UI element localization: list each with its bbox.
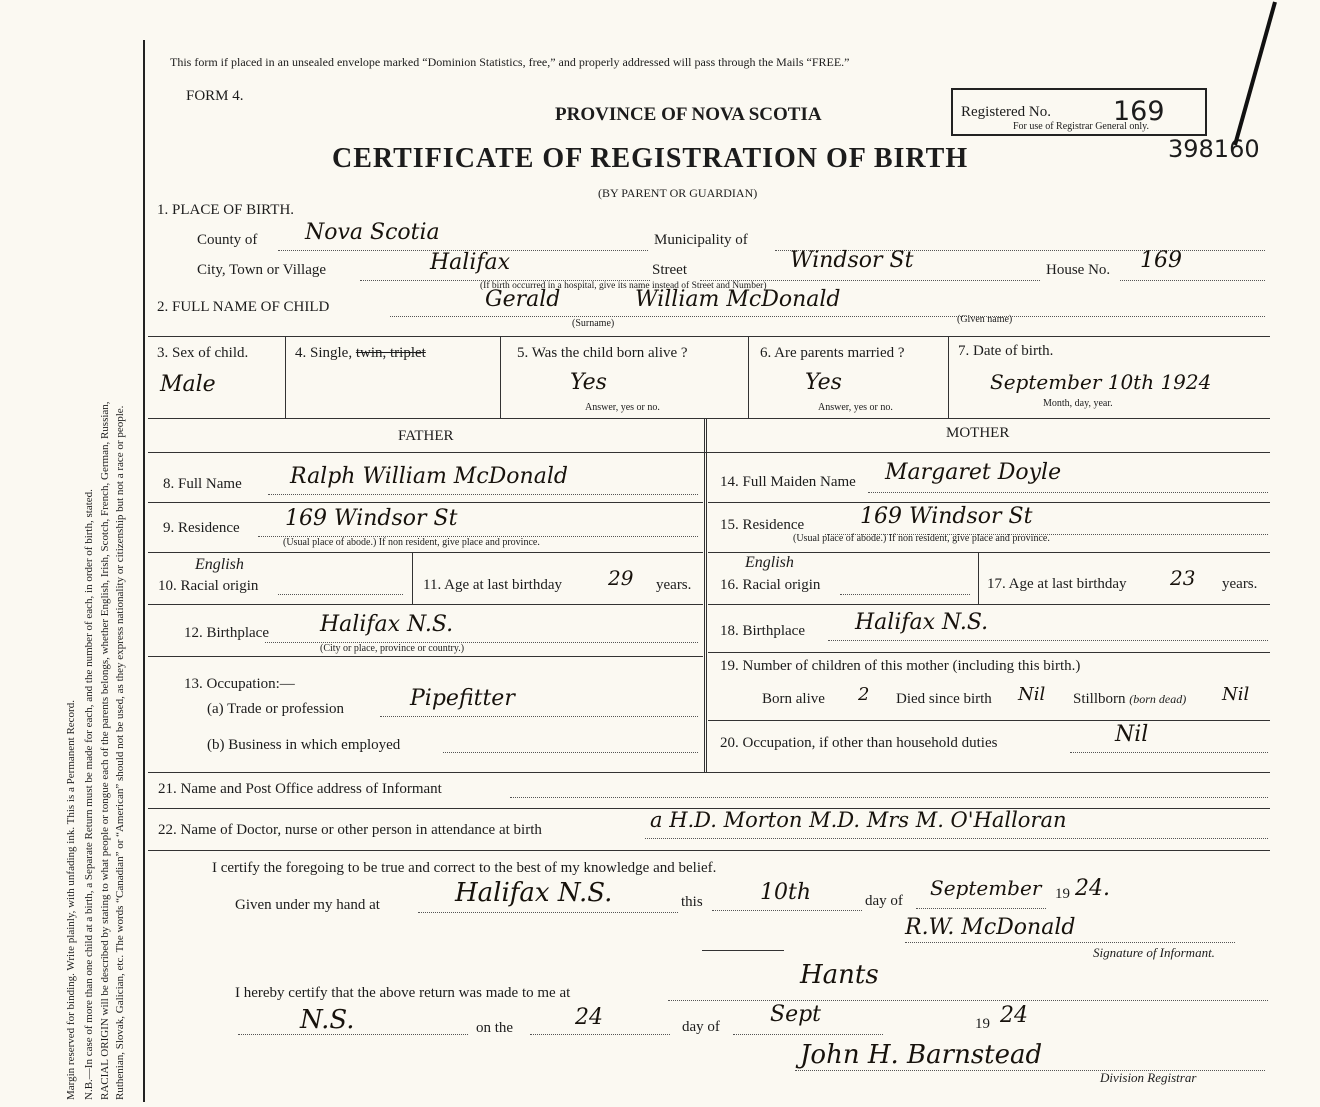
- father-name-value: Ralph William McDonald: [290, 464, 568, 489]
- page-title: CERTIFICATE OF REGISTRATION OF BIRTH: [332, 143, 969, 174]
- married-answer-note: Answer, yes or no.: [818, 402, 893, 413]
- page-subtitle: (BY PARENT OR GUARDIAN): [598, 186, 758, 200]
- trade-label: (a) Trade or profession: [207, 701, 345, 717]
- registered-box: [951, 88, 1207, 136]
- father-race-value: English: [195, 556, 244, 573]
- registrar-year-value: 24: [1000, 1003, 1028, 1028]
- single-label: 4. Single,: [295, 345, 353, 361]
- margin-note-nb: N.B.—In case of more than one child at a birth, a Separate Return must be made for each, and the number of each, in order of birth, stated.: [83, 489, 95, 1100]
- father-birthplace-label: 12. Birthplace: [184, 625, 269, 641]
- died-value: Nil: [1018, 684, 1046, 705]
- street-value: Windsor St: [790, 248, 914, 273]
- registrar-line: I hereby certify that the above return was made to me at: [235, 985, 571, 1001]
- registered-label: Registered No.: [961, 104, 1051, 120]
- mother-age-value: 23: [1170, 566, 1196, 590]
- house-value: 169: [1140, 248, 1182, 273]
- registrar-signature: John H. Barnstead: [800, 1040, 1043, 1070]
- stillborn-label: [1073, 691, 1186, 708]
- province-heading: PROVINCE OF NOVA SCOTIA: [555, 104, 822, 125]
- sex-value: Male: [160, 372, 216, 397]
- cert-year-value: 24.: [1075, 876, 1110, 901]
- day-of-label: day of: [865, 893, 903, 909]
- dob-value: September 10th 1924: [990, 370, 1212, 394]
- mother-birthplace-label: 18. Birthplace: [720, 623, 805, 639]
- sex-label: 3. Sex of child.: [157, 345, 249, 361]
- father-age-label: 11. Age at last birthday: [423, 577, 562, 593]
- margin-note-racial-2: Ruthenian, Slovak, Galician, etc. The words “Canadian” or “American” should not be used, as they express nationality or citizenship but not a race or people.: [114, 405, 126, 1100]
- postal-notice: This form if placed in an unsealed envelope marked “Dominion Statistics, free,” and properly addressed will pass through the Mails “FREE.”: [170, 55, 850, 69]
- informant-label: 21. Name and Post Office address of Informant: [158, 781, 442, 797]
- registrar-year-prefix: 19: [975, 1016, 990, 1032]
- trade-value: Pipefitter: [410, 686, 515, 711]
- mother-years: years.: [1222, 576, 1258, 592]
- dob-label: 7. Date of birth.: [958, 343, 1054, 359]
- single-field: [295, 345, 426, 362]
- stillborn-value: Nil: [1222, 684, 1250, 705]
- registrar-note: For use of Registrar General only.: [1013, 121, 1149, 132]
- stillborn-text: Stillborn: [1073, 691, 1126, 707]
- child-given-value: William McDonald: [635, 287, 841, 312]
- cert-year-prefix: 19: [1055, 886, 1070, 902]
- informant-signature: R.W. McDonald: [905, 915, 1076, 940]
- city-label: City, Town or Village: [197, 262, 327, 278]
- father-name-label: 8. Full Name: [163, 476, 242, 492]
- alive-answer-note: Answer, yes or no.: [585, 402, 660, 413]
- registrar-place-value: Hants: [800, 960, 879, 990]
- county-value: Nova Scotia: [305, 220, 440, 245]
- mother-occ-label: 20. Occupation, if other than household duties: [720, 735, 998, 751]
- house-label: House No.: [1046, 262, 1111, 278]
- born-alive-value: 2: [858, 684, 870, 705]
- father-res-note: (Usual place of abode.) If non resident, give place and province.: [283, 537, 540, 548]
- place-label: 1. PLACE OF BIRTH.: [157, 202, 295, 218]
- registrar-on-the: on the: [476, 1020, 514, 1036]
- city-value: Halifax: [430, 250, 511, 275]
- mother-occ-value: Nil: [1115, 722, 1149, 747]
- dob-note: Month, day, year.: [1043, 398, 1113, 409]
- margin-note-racial: RACIAL ORIGIN will be described by stating to what people or tongue each of the parents belongs, whether English, Irish, Scotch, French, German, Russian,: [99, 401, 111, 1100]
- alive-value: Yes: [570, 370, 607, 395]
- doctor-label: 22. Name of Doctor, nurse or other person in attendance at birth: [158, 822, 542, 838]
- given-label: Given under my hand at: [235, 897, 380, 913]
- mother-age-label: 17. Age at last birthday: [987, 576, 1127, 592]
- mother-name-label: 14. Full Maiden Name: [720, 474, 856, 490]
- child-surname-value: Gerald: [485, 287, 561, 312]
- father-birthplace-value: Halifax N.S.: [320, 612, 454, 637]
- alive-label: 5. Was the child born alive ?: [517, 345, 688, 361]
- margin-note-binding: Margin reserved for binding. Write plainly, with unfading ink. This is a Permanent Record.: [65, 700, 77, 1100]
- registered-value: 169: [1113, 96, 1165, 127]
- mother-heading: MOTHER: [946, 425, 1010, 441]
- registrar-signature-label: Division Registrar: [1100, 1070, 1197, 1085]
- occupation-label: 13. Occupation:—: [184, 676, 295, 692]
- mother-race-value: English: [745, 554, 794, 571]
- doctor-value: a H.D. Morton M.D. Mrs M. O'Halloran: [650, 808, 1067, 832]
- married-label: 6. Are parents married ?: [760, 345, 905, 361]
- certify-line: I certify the foregoing to be true and correct to the best of my knowledge and belief.: [212, 860, 717, 876]
- registrar-day-of: day of: [682, 1019, 720, 1035]
- mother-res-note: (Usual place of abode.) If non resident, give place and province.: [793, 533, 1050, 544]
- cert-day-value: 10th: [760, 880, 812, 905]
- father-birthplace-note: (City or place, province or country.): [320, 643, 465, 654]
- stamp-number: 398160: [1168, 135, 1260, 163]
- form-number: FORM 4.: [186, 88, 244, 104]
- street-label: Street: [652, 262, 687, 278]
- mother-res-label: 15. Residence: [720, 517, 805, 533]
- mother-res-value: 169 Windsor St: [860, 504, 1033, 529]
- this-label: this: [681, 894, 703, 910]
- mother-name-value: Margaret Doyle: [885, 460, 1062, 485]
- father-res-label: 9. Residence: [163, 520, 240, 536]
- registrar-month-value: Sept: [770, 1002, 822, 1027]
- twin-triplet-struck: twin, triplet: [355, 345, 426, 361]
- surname-note: (Surname): [572, 318, 615, 329]
- died-label: Died since birth: [896, 691, 992, 707]
- mother-race-label: 16. Racial origin: [720, 577, 821, 593]
- given-note: (Given name): [957, 314, 1013, 325]
- municipality-label: Municipality of: [654, 232, 748, 248]
- father-res-value: 169 Windsor St: [285, 506, 458, 531]
- stillborn-note: (born dead): [1129, 692, 1187, 706]
- business-label: (b) Business in which employed: [207, 737, 401, 753]
- mother-birthplace-value: Halifax N.S.: [855, 610, 989, 635]
- signature-label: Signature of Informant.: [1093, 945, 1215, 960]
- child-name-label: 2. FULL NAME OF CHILD: [157, 299, 330, 315]
- father-heading: FATHER: [398, 428, 454, 444]
- hospital-note: (If birth occurred in a hospital, give its name instead of Street and Number): [480, 281, 767, 291]
- children-label: 19. Number of children of this mother (including this birth.): [720, 658, 1081, 674]
- cert-month-value: September: [930, 876, 1042, 900]
- father-race-label: 10. Racial origin: [158, 578, 259, 594]
- father-years: years.: [656, 577, 692, 593]
- born-alive-label: Born alive: [762, 691, 825, 707]
- binding-margin-line: [143, 40, 145, 1102]
- registrar-place2-value: N.S.: [300, 1005, 355, 1035]
- county-label: County of: [197, 232, 258, 248]
- stroke-mark: [1215, 0, 1285, 150]
- married-value: Yes: [805, 370, 842, 395]
- father-age-value: 29: [608, 566, 634, 590]
- given-value: Halifax N.S.: [455, 878, 613, 908]
- registrar-day-value: 24: [575, 1005, 603, 1030]
